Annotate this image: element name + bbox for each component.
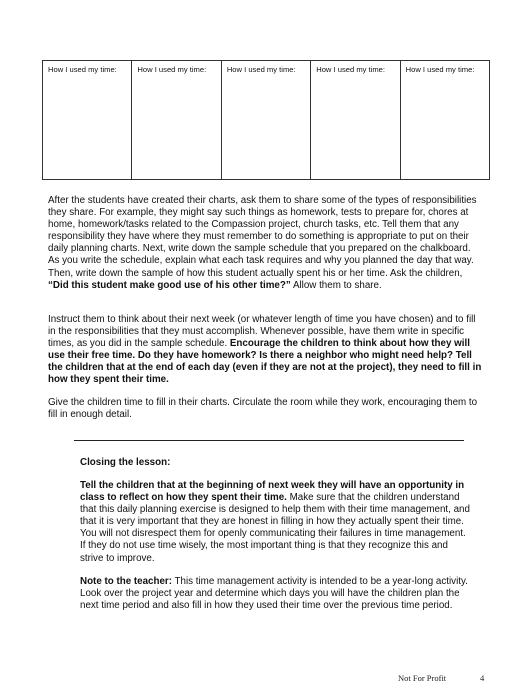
chart-cell-1: How I used my time:	[48, 65, 117, 74]
section-divider	[74, 440, 464, 441]
closing-heading: Closing the lesson:	[80, 457, 171, 468]
paragraph-question: “Did this student make good use of his other time?”	[48, 279, 291, 291]
paragraph-fill-charts	[48, 397, 484, 421]
chart-cell-5: How I used my time:	[400, 61, 489, 179]
paragraph-text: Give the children time to fill in their charts. Circulate the room while they work, encouraging them to fill in enough detail.	[48, 397, 478, 421]
paragraph-share-responsibilities	[48, 195, 484, 292]
time-chart-table	[42, 60, 490, 180]
teacher-note-label: Note to the teacher:	[80, 576, 172, 587]
paragraph-tail: Allow them to share.	[290, 279, 382, 291]
page-number: 4	[480, 673, 485, 683]
teacher-note	[80, 576, 472, 612]
chart-cell-4: How I used my time:	[310, 61, 399, 179]
paragraph-emphasis: Encourage the children to think about how they will use their free time. Do they have homework? Is there a neighbor who might need help? Tell the children that at the end of each day (even if they are not at the project), they need to fill in how they spent their time.	[48, 338, 482, 386]
footer-label: Not For Profit	[398, 673, 447, 683]
closing-emphasis: Tell the children that at the beginning of next week they will have an opportunity in class to reflect on how they spent their time.	[80, 480, 465, 504]
closing-paragraph	[80, 480, 472, 565]
chart-cell-3: How I used my time:	[221, 61, 310, 179]
chart-cell-2: How I used my time:	[131, 61, 220, 179]
closing-text: Make sure that the children understand that this daily planning exercise is designed to help them with their time management, and that it is very important that they are honest in filling in how they actually spent their time. You will not disrespect them for openly communicating their failures in time management. If they do not use time wisely, the most important thing is that they recognize this and strive to improve.	[80, 492, 470, 564]
paragraph-text: After the students have created their charts, ask them to share some of the types of responsibilities they share. For example, they might say such things as homework, tests to prepare for, chores at home, homework/tasks related to the Compassion project, church tasks, etc. Tell them that any responsibility they have where they must remember to do something is appropriate to put on their daily planning charts. Next, write down the sample schedule that you prepared on the chalkboard. As you write the schedule, explain what each task requires and why you planned the day that way. Then, write down the sample of how this student actually spent his or her time. Ask the children,	[48, 195, 477, 279]
teacher-note-text: This time management activity is intended to be a year-long activity. Look over the project year and determine which days you will have the children plan the next time period and also fill in how they used their time over the previous time period.	[80, 576, 468, 612]
paragraph-next-week	[48, 314, 484, 387]
paragraph-text: Instruct them to think about their next week (or whatever length of time you have chosen) and to fill in the responsibilities that they must accomplish. Whenever possible, have them write in specific times, as you did in the sample schedule.	[48, 314, 476, 350]
